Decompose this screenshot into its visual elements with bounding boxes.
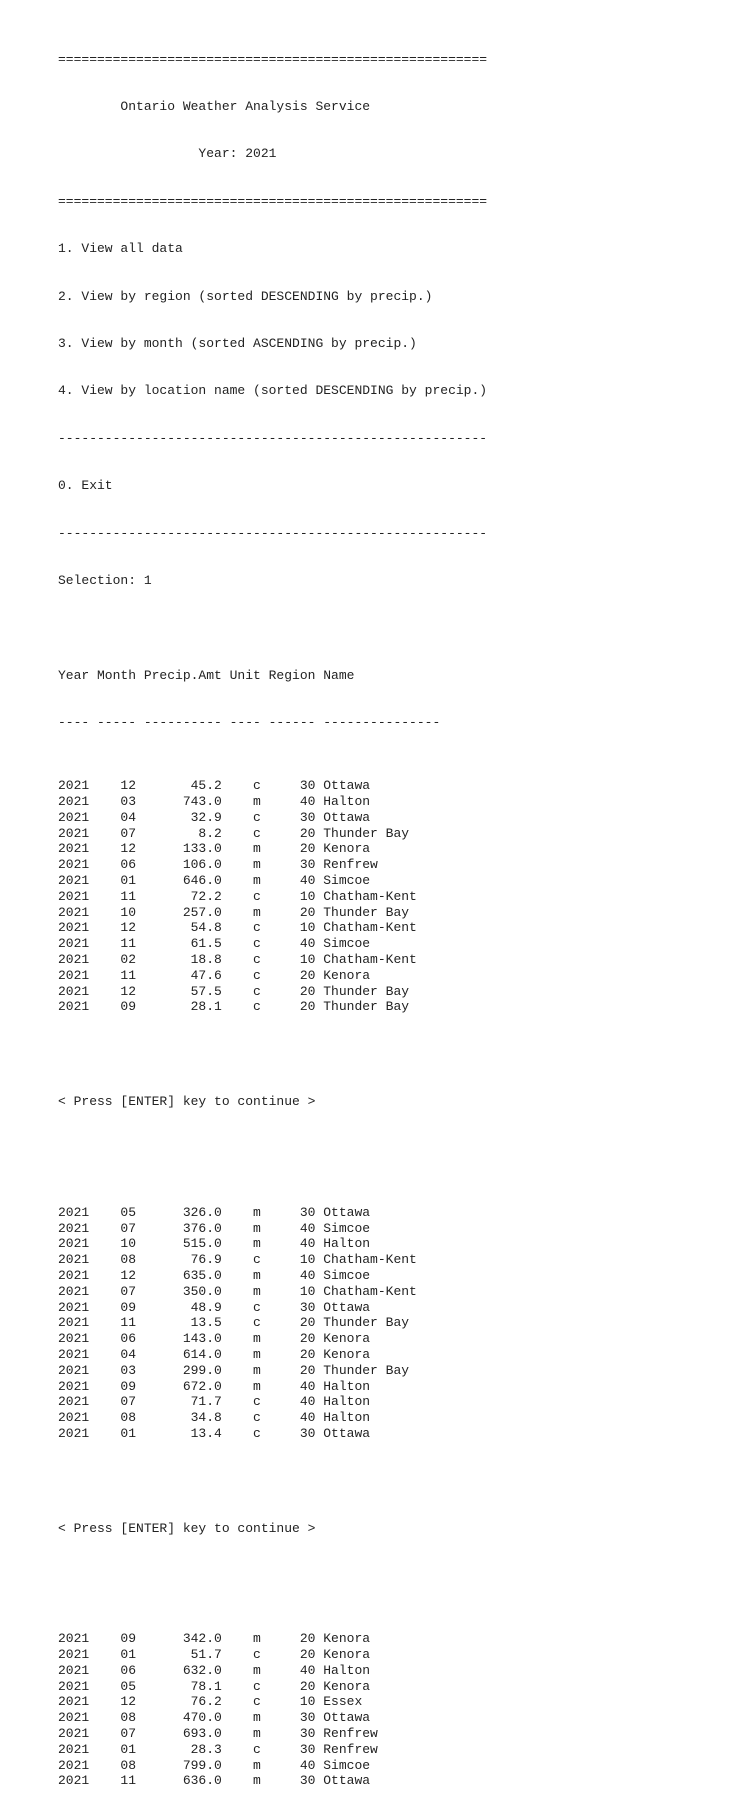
table-row: 2021 12 54.8 c 10 Chatham-Kent [58,920,417,936]
blank-line [58,1047,487,1063]
table-header: Year Month Precip.Amt Unit Region Name [58,667,355,683]
table-row: 2021 09 672.0 m 40 Halton [58,1378,371,1394]
table-row: 2021 05 78.1 c 20 Kenora [58,1678,371,1694]
table-row: 2021 04 614.0 m 20 Kenora [58,1346,371,1362]
table-row: 2021 07 71.7 c 40 Halton [58,1394,371,1410]
table-row: 2021 07 8.2 c 20 Thunder Bay [58,825,410,841]
table-row: 2021 01 646.0 m 40 Simcoe [58,873,371,889]
menu-item-by-region: 2. View by region (sorted DESCENDING by precip.) [58,288,433,304]
table-row: 2021 11 72.2 c 10 Chatham-Kent [58,888,417,904]
table-row: 2021 01 51.7 c 20 Kenora [58,1647,371,1663]
table-row: 2021 01 13.4 c 30 Ottawa [58,1425,371,1441]
table-row: 2021 06 143.0 m 20 Kenora [58,1331,371,1347]
table-page-2 [58,1205,487,1442]
year-label: Year: 2021 [58,146,277,162]
table-row: 2021 12 133.0 m 20 Kenora [58,841,371,857]
table-row: 2021 02 18.8 c 10 Chatham-Kent [58,952,417,968]
continue-prompt[interactable]: < Press [ENTER] key to continue > [58,1094,316,1110]
page-title: Ontario Weather Analysis Service [58,98,371,114]
terminal-output [58,20,487,1805]
separator-line: ------------------------------------------------------- [58,430,488,446]
table-row: 2021 06 106.0 m 30 Renfrew [58,857,378,873]
table-header-underline: ---- ----- ---------- ---- ------ --------------- [58,715,441,731]
table-row: 2021 04 32.9 c 30 Ottawa [58,809,371,825]
selection-prompt[interactable]: Selection: 1 [58,572,152,588]
menu-item-view-all: 1. View all data [58,241,183,257]
table-row: 2021 11 13.5 c 20 Thunder Bay [58,1315,410,1331]
table-row: 2021 12 76.2 c 10 Essex [58,1694,363,1710]
table-row: 2021 12 635.0 m 40 Simcoe [58,1267,371,1283]
table-row: 2021 09 28.1 c 20 Thunder Bay [58,999,410,1015]
table-row: 2021 07 376.0 m 40 Simcoe [58,1220,371,1236]
separator-line: ======================================================= [58,193,488,209]
table-row: 2021 08 34.8 c 40 Halton [58,1410,371,1426]
table-row: 2021 08 76.9 c 10 Chatham-Kent [58,1252,417,1268]
table-row: 2021 05 326.0 m 30 Ottawa [58,1204,371,1220]
table-page-1 [58,778,487,1015]
table-row: 2021 12 57.5 c 20 Thunder Bay [58,983,410,999]
table-row: 2021 01 28.3 c 30 Renfrew [58,1741,378,1757]
table-row: 2021 07 350.0 m 10 Chatham-Kent [58,1283,417,1299]
table-row: 2021 09 342.0 m 20 Kenora [58,1631,371,1647]
table-row: 2021 11 47.6 c 20 Kenora [58,967,371,983]
table-row: 2021 08 470.0 m 30 Ottawa [58,1710,371,1726]
separator-line: ------------------------------------------------------- [58,525,488,541]
table-row: 2021 09 48.9 c 30 Ottawa [58,1299,371,1315]
table-row: 2021 11 61.5 c 40 Simcoe [58,936,371,952]
separator-line: ======================================================= [58,51,488,67]
table-row: 2021 08 799.0 m 40 Simcoe [58,1757,371,1773]
table-row: 2021 07 693.0 m 30 Renfrew [58,1726,378,1742]
menu-item-by-location: 4. View by location name (sorted DESCENDING by precip.) [58,383,488,399]
table-row: 2021 10 515.0 m 40 Halton [58,1236,371,1252]
blank-line [58,1568,487,1584]
table-row: 2021 10 257.0 m 20 Thunder Bay [58,904,410,920]
blank-line [58,620,487,636]
continue-prompt[interactable]: < Press [ENTER] key to continue > [58,1520,316,1536]
table-row: 2021 06 632.0 m 40 Halton [58,1662,371,1678]
table-row: 2021 03 299.0 m 20 Thunder Bay [58,1362,410,1378]
menu-item-exit: 0. Exit [58,478,113,494]
blank-line [58,1142,487,1158]
table-row: 2021 12 45.2 c 30 Ottawa [58,778,371,794]
table-row: 2021 11 636.0 m 30 Ottawa [58,1773,371,1789]
blank-line [58,1473,487,1489]
menu-item-by-month: 3. View by month (sorted ASCENDING by precip.) [58,335,417,351]
table-row: 2021 03 743.0 m 40 Halton [58,794,371,810]
table-page-3 [58,1631,487,1789]
